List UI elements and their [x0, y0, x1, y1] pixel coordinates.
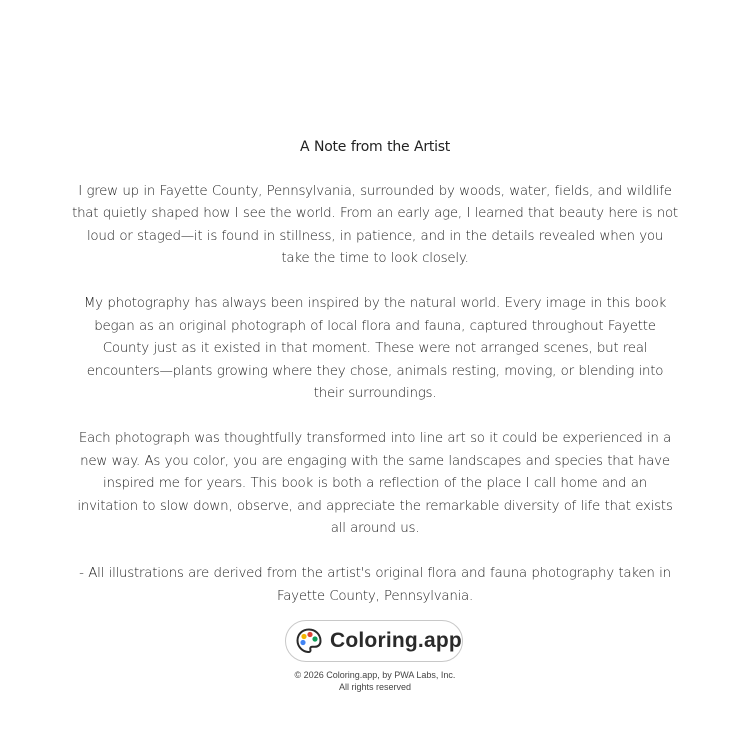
footer	[0, 669, 750, 693]
rights-text: All rights reserved	[338, 682, 412, 692]
note-paragraph-2: My photography has always been inspired by the natural world. Every image in this book began as an original photograph of local flora and fauna, captured throughout Fayette County just as it existed in that moment. These were not arranged scenes, but real encounters—plants growing where they chose, animals resting, moving, or blending into their surroundings.	[83, 296, 667, 401]
note-paragraph-1: I grew up in Fayette County, Pennsylvania, surrounded by woods, water, fields, and wildlife that quietly shaped how I see the world. From an early age, I learned that beauty here is not loud or staged—it is found in stillness, in patience, and in the details revealed when you take the time to look closely.	[72, 183, 678, 266]
copyright-text: © 2026 Coloring.app, by PWA Labs, Inc.	[294, 670, 456, 680]
coloring-app-badge[interactable]	[285, 620, 463, 662]
artist-note	[72, 136, 678, 608]
note-title: A Note from the Artist	[299, 139, 451, 155]
note-paragraph-3: Each photograph was thoughtfully transformed into line art so it could be experienced in a new way. As you color, you are engaging with the same landscapes and species that have inspired me for years. This book is both a reflection of the place I call home and an invitation to slow down, observe, and appreciate the remarkable diversity of life that exists all around us.	[77, 431, 673, 536]
palette-icon	[295, 627, 323, 655]
brand-name: Coloring.app	[330, 629, 462, 652]
note-attribution: - All illustrations are derived from the artist's original flora and fauna photography taken in Fayette County, Pennsylvania.	[79, 566, 671, 604]
